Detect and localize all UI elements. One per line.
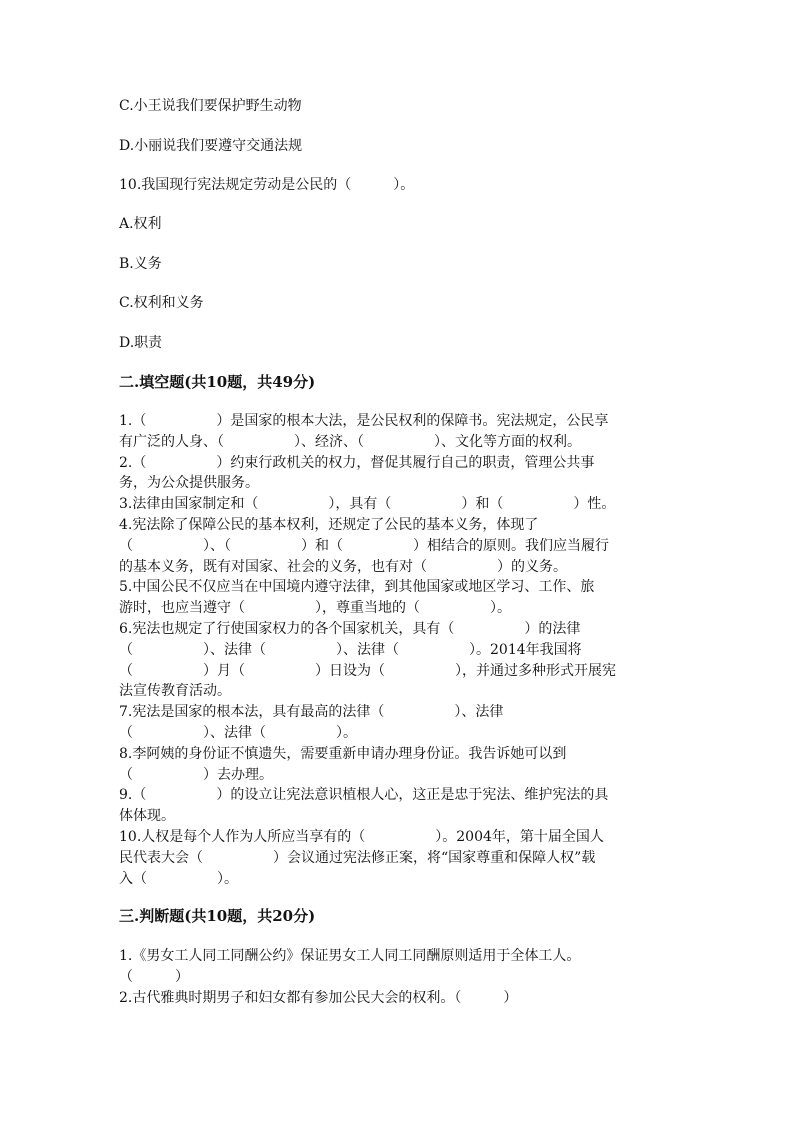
text-line: 2.（ ）约束行政机关的权力，督促其履行自己的职责，管理公共事 bbox=[119, 454, 595, 471]
text-line: 有广泛的人身、（ ）、经济、（ ）、文化等方面的权利。 bbox=[119, 433, 581, 450]
text-line: 5.中国公民不仅应当在中国境内遵守法律，到其他国家或地区学习、工作、旅 bbox=[119, 579, 595, 596]
text-line: 体体现。 bbox=[119, 808, 175, 825]
q10-option-d: D.职责 bbox=[119, 335, 163, 351]
text-line: 的基本义务，既有对国家、社会的义务，也有对（ ）的义务。 bbox=[119, 558, 567, 575]
text-line: 6.宪法也规定了行使国家权力的各个国家机关，具有（ ）的法律 bbox=[119, 620, 581, 637]
text-line: 9.（ ）的设立让宪法意识植根人心，这正是忠于宪法、维护宪法的具 bbox=[119, 787, 609, 804]
q10-option-b: B.义务 bbox=[119, 256, 162, 272]
text-line: 7.宪法是国家的根本法，具有最高的法律（ ）、法律 bbox=[119, 704, 504, 721]
fill-section-heading: 二.填空题(共10题，共49分) bbox=[119, 373, 316, 391]
text-line: （ ） bbox=[119, 968, 189, 985]
fill-questions bbox=[119, 411, 675, 889]
text-line: 1.《男女工人同工同酬公约》保证男女工人同工同酬原则适用于全体工人。 bbox=[119, 948, 581, 964]
text-line: （ ）、法律（ ）、法律（ ）。2014年我国将 bbox=[119, 641, 582, 658]
judge-section-heading: 三.判断题(共10题，共20分) bbox=[119, 907, 316, 925]
text-line: 务，为公众提供服务。 bbox=[119, 475, 259, 492]
text-line: 1.（ ）是国家的根本大法，是公民权利的保障书。宪法规定，公民享 bbox=[119, 413, 609, 429]
text-line: 游时，也应当遵守（ ），尊重当地的（ ）。 bbox=[119, 600, 511, 617]
text-line: （ ）去办理。 bbox=[119, 766, 273, 783]
text-line: 2.古代雅典时期男子和妇女都有参加公民大会的权利。（ ） bbox=[119, 989, 518, 1006]
text-line: （ ）月（ ）日设为（ ），并通过多种形式开展宪 bbox=[119, 662, 616, 679]
text-line: 法宣传教育活动。 bbox=[119, 683, 231, 700]
text-line: 民代表大会（ ）会议通过宪法修正案，将“国家尊重和保障人权”载 bbox=[119, 849, 596, 866]
text-line: 入（ ）。 bbox=[119, 870, 238, 887]
q9-option-d: D.小丽说我们要遵守交通法规 bbox=[119, 138, 303, 154]
q10-option-c: C.权利和义务 bbox=[119, 295, 204, 311]
q9-option-c: C.小王说我们要保护野生动物 bbox=[119, 98, 302, 114]
text-line: 4.宪法除了保障公民的基本权利，还规定了公民的基本义务，体现了 bbox=[119, 516, 539, 533]
q10-stem: 10.我国现行宪法规定劳动是公民的（ ）。 bbox=[119, 177, 415, 193]
text-line: 10.人权是每个人作为人所应当享有的（ ）。2004年，第十届全国人 bbox=[119, 828, 604, 845]
text-line: 8.李阿姨的身份证不慎遗失，需要重新申请办理身份证。我告诉她可以到 bbox=[119, 745, 567, 762]
text-line: （ ）、（ ）和（ ）相结合的原则。我们应当履行 bbox=[119, 537, 609, 554]
text-line: 3.法律由国家制定和（ ），具有（ ）和（ ）性。 bbox=[119, 496, 616, 513]
q10-option-a: A.权利 bbox=[119, 216, 162, 232]
judge-questions bbox=[119, 946, 675, 1008]
text-line: （ ）、法律（ ）。 bbox=[119, 724, 357, 741]
